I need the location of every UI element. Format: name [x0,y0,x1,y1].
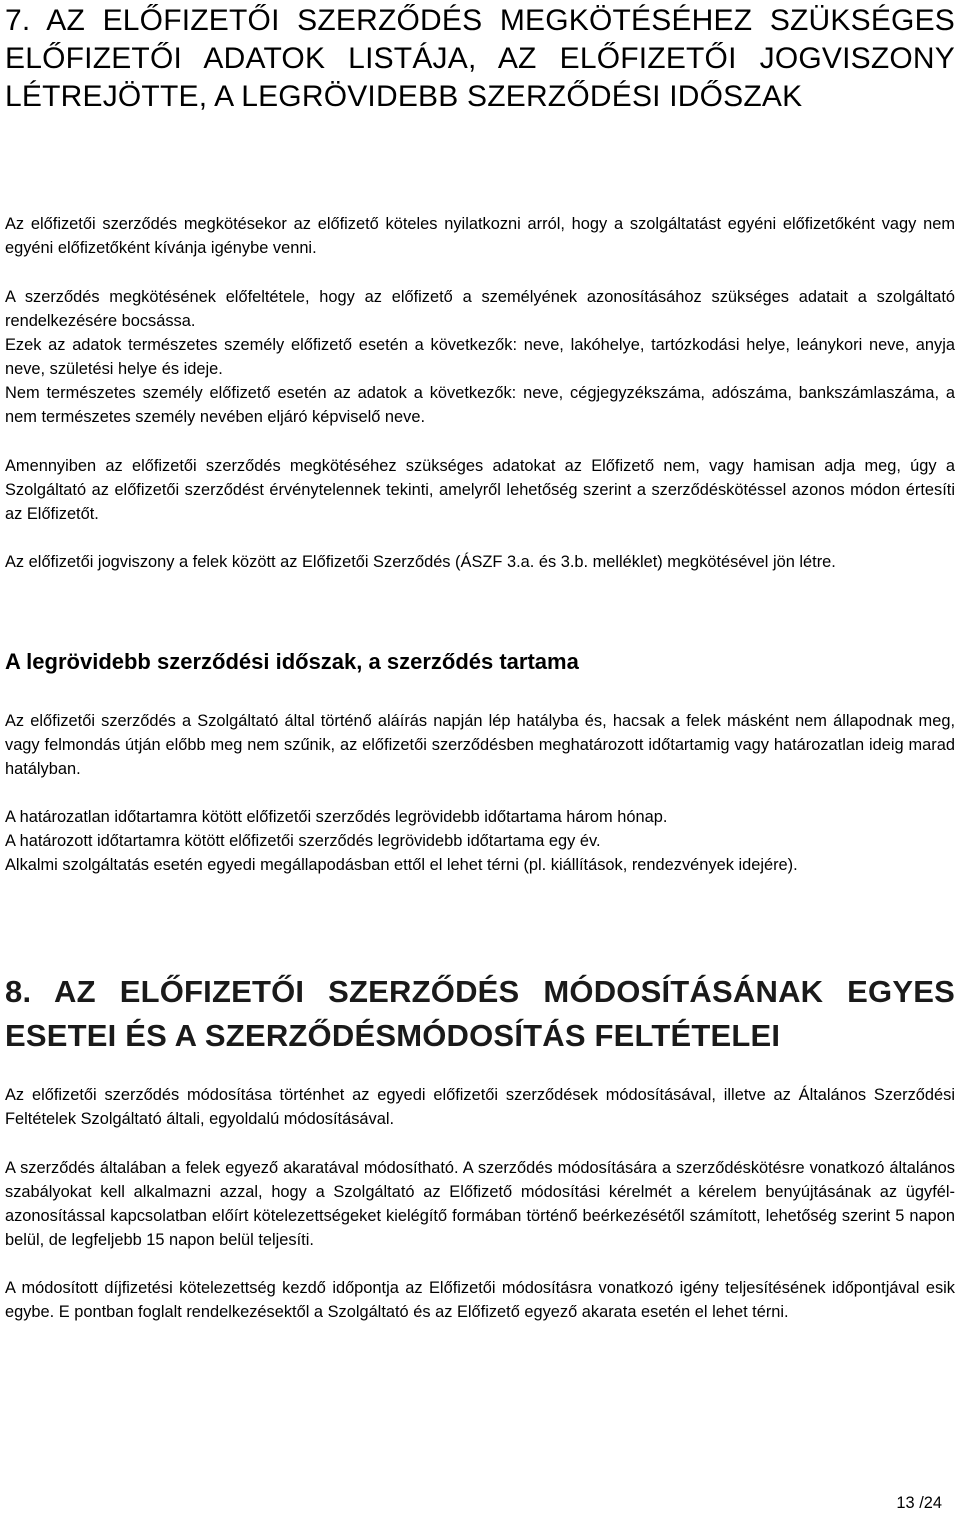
section-7-paragraph-4: Nem természetes személy előfizető esetén az adatok a következők: neve, cégjegyzékszáma, adószáma, bankszámlaszáma, a nem természetes személy nevében eljáró képviselő neve. [5,384,955,427]
section-7-paragraph-2: A szerződés megkötésének előfeltétele, hogy az előfizető a személyének azonosításához szükséges adatait a szolgáltató rendelkezésére bocsássa. [5,288,955,331]
section-7-paragraph-3: Ezek az adatok természetes személy előfizető esetén a következők: neve, lakóhelye, tartózkodási helye, leánykori neve, anyja neve, születési helye és ideje. [5,336,955,379]
subsection-paragraph-3: A határozott időtartamra kötött előfizetői szerződés legrövidebb időtartama egy év. [5,832,601,850]
section-8-paragraph-1: Az előfizetői szerződés módosítása történhet az egyedi előfizetői szerződések módosításával, illetve az Általános Szerződési Feltételek Szolgáltató általi, egyoldalú módosításával. [5,1086,955,1129]
page-total: /24 [919,1494,942,1512]
section-8-paragraph-3: A módosított díjfizetési kötelezettség kezdő időpontja az Előfizetői módosításra vonatkozó igény teljesítésének időpontjával esik egybe. E pontban foglalt rendelkezésektől a Szolgáltató és az Előfizető egyező akarata esetén el lehet térni. [5,1279,955,1322]
section-8-heading: 8. AZ ELŐFIZETŐI SZERZŐDÉS MÓDOSÍTÁSÁNAK EGYES ESETEI ÉS A SZERZŐDÉSMÓDOSÍTÁS FELTÉTELEI [5,974,955,1053]
page-number-footer [896,1493,942,1513]
section-8-paragraph-2: A szerződés általában a felek egyező akaratával módosítható. A szerződés módosítására a szerződéskötésre vonatkozó általános szabályokat kell alkalmazni azzal, hogy a Szolgáltató az Előfizető módosítási kérelmét a kérelem benyújtásának az ügyfél-azonosítással kapcsolatban előírt kötelezettségeket kielégítő formában történő beérkezésétől számított, lehetőség szerint 5 napon belül, de legfeljebb 15 napon belül teljesíti. [5,1159,955,1250]
section-7-paragraph-5: Amennyiben az előfizetői szerződés megkötéséhez szükséges adatokat az Előfizető nem, vagy hamisan adja meg, úgy a Szolgáltató az előfizetői szerződést érvénytelennek tekinti, amelyről lehetőség szerint a szerződéskötéssel azonos módon értesíti az Előfizetőt. [5,457,955,524]
section-7-heading: 7. AZ ELŐFIZETŐI SZERZŐDÉS MEGKÖTÉSÉHEZ SZÜKSÉGES ELŐFIZETŐI ADATOK LISTÁJA, AZ ELŐFIZETŐI JOGVISZONY LÉTREJÖTTE, A LEGRÖVIDEBB SZERZŐDÉSI IDŐSZAK [5,4,955,113]
section-7-paragraph-1: Az előfizetői szerződés megkötésekor az előfizető köteles nyilatkozni arról, hogy a szolgáltatást egyéni előfizetőként vagy nem egyéni előfizetőként kívánja igénybe venni. [5,215,955,258]
subsection-paragraph-4: Alkalmi szolgáltatás esetén egyedi megállapodásban ettől el lehet térni (pl. kiállítások, rendezvények idejére). [5,856,798,874]
subsection-paragraph-1: Az előfizetői szerződés a Szolgáltató által történő aláírás napján lép hatályba és, hacsak a felek másként nem állapodnak meg, vagy felmondás útján előbb meg nem szűnik, az előfizetői szerződésben meghatározott időtartamig vagy határozatlan ideig marad hatályban. [5,712,955,779]
subsection-heading: A legrövidebb szerződési időszak, a szerződés tartama [5,649,579,674]
subsection-paragraph-2: A határozatlan időtartamra kötött előfizetői szerződés legrövidebb időtartama három hónap. [5,808,668,826]
section-7-paragraph-6: Az előfizetői jogviszony a felek között az Előfizetői Szerződés (ÁSZF 3.a. és 3.b. melléklet) megkötésével jön létre. [5,553,836,571]
page-number: 13 [896,1494,915,1512]
